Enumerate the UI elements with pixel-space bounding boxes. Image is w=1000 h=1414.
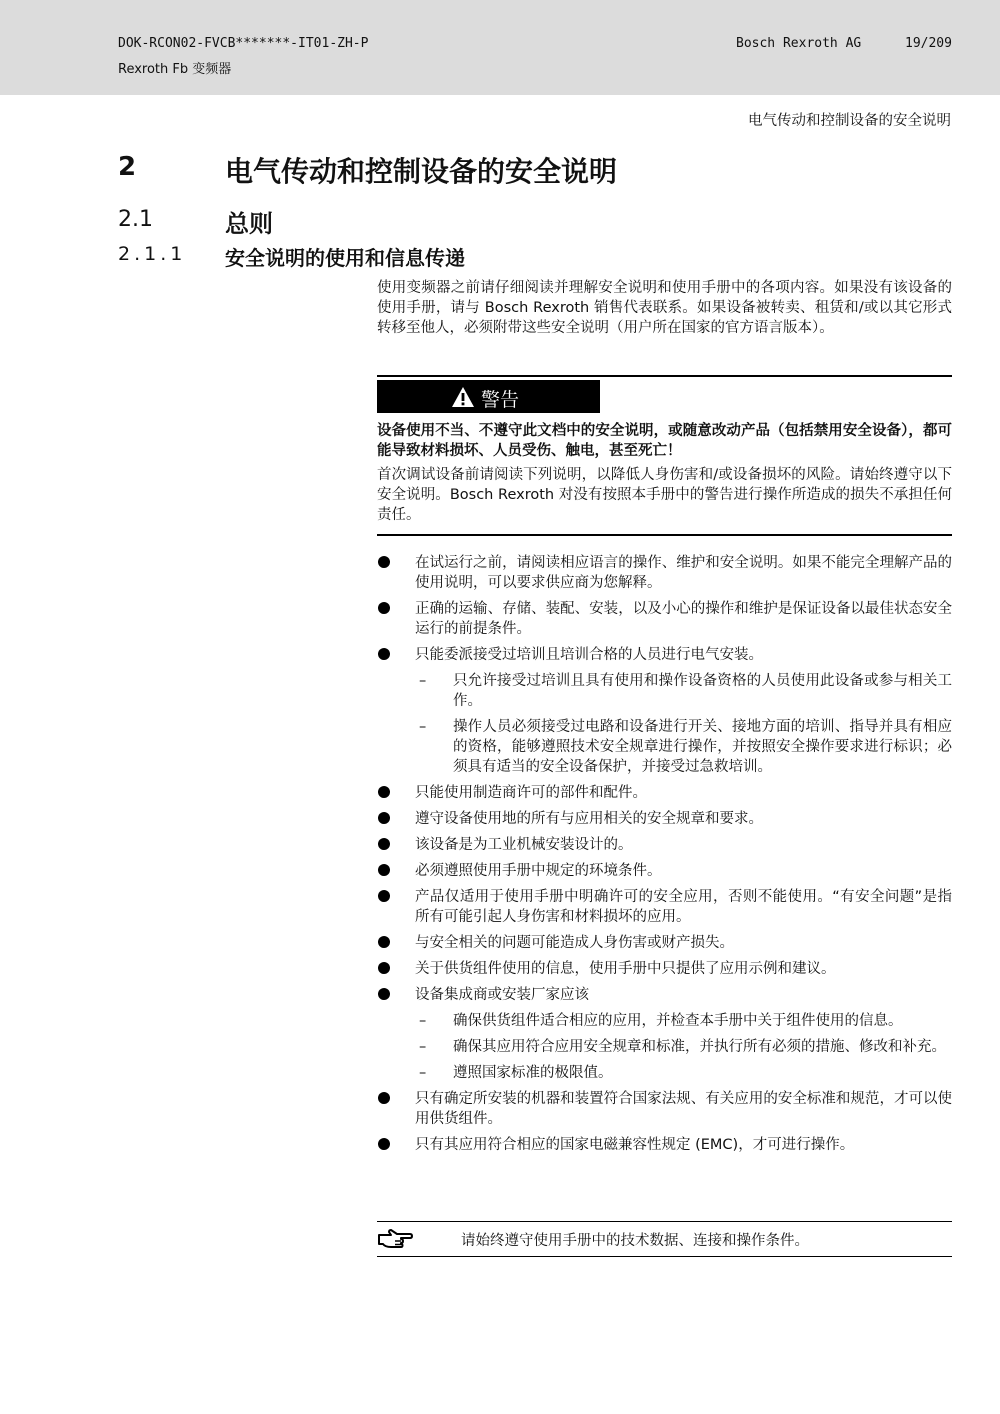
sub-list-item xyxy=(377,1037,952,1057)
list-item xyxy=(377,861,952,881)
bullet-icon xyxy=(378,812,390,824)
warning-text: 首次调试设备前请阅读下列说明，以降低人身伤害和/或设备损坏的风险。请始终遵守以下安全说明。Bosch Rexroth 对没有按照本手册中的警告进行操作所造成的损失不承担任何责任。 xyxy=(377,467,952,523)
list-item-text: 设备集成商或安装厂家应该 xyxy=(415,987,589,1003)
running-head: 电气传动和控制设备的安全说明 xyxy=(748,113,951,129)
list-item-text: 关于供货组件使用的信息，使用手册中只提供了应用示例和建议。 xyxy=(415,961,836,977)
list-item-text: 只允许接受过培训且具有使用和操作设备资格的人员使用此设备或参与相关工作。 xyxy=(453,673,952,709)
warning-banner xyxy=(377,380,600,413)
list-item-text: 在试运行之前，请阅读相应语言的操作、维护和安全说明。如果不能完全理解产品的使用说明，可以要求供应商为您解释。 xyxy=(415,555,952,591)
list-item-text: 只能委派接受过培训且培训合格的人员进行电气安装。 xyxy=(415,647,763,663)
list-item xyxy=(377,809,952,829)
bullet-icon xyxy=(378,864,390,876)
list-item xyxy=(377,645,952,665)
sub-list-item xyxy=(377,1063,952,1083)
list-item-text: 遵照国家标准的极限值。 xyxy=(453,1065,613,1081)
page-number: 19/209 xyxy=(905,36,952,51)
product-name: Rexroth Fb 变频器 xyxy=(118,62,232,77)
bullet-icon xyxy=(378,786,390,798)
list-item-text: 确保其应用符合应用安全规章和标准，并执行所有必须的措施、修改和补充。 xyxy=(453,1039,946,1055)
bullet-icon xyxy=(378,838,390,850)
list-item xyxy=(377,783,952,803)
list-item-text: 正确的运输、存储、装配、安装，以及小心的操作和维护是保证设备以最佳状态安全运行的前提条件。 xyxy=(415,601,952,637)
list-item-text: 遵守设备使用地的所有与应用相关的安全规章和要求。 xyxy=(415,811,763,827)
warning-label: 警告 xyxy=(481,389,520,411)
warning-bold-text: 设备使用不当、不遵守此文档中的安全说明，或随意改动产品（包括禁用安全设备），都可能导致材料损坏、人员受伤、触电，甚至死亡！ xyxy=(377,423,952,459)
bullet-icon xyxy=(378,962,390,974)
bullet-icon xyxy=(378,1138,390,1150)
bullet-icon xyxy=(378,890,390,902)
dash-icon: – xyxy=(419,1039,427,1055)
sub-list-item xyxy=(377,1011,952,1031)
chapter-title: 电气传动和控制设备的安全说明 xyxy=(225,155,618,188)
bullet-icon xyxy=(378,1092,390,1104)
list-item-text: 确保供货组件适合相应的应用，并检查本手册中关于组件使用的信息。 xyxy=(453,1013,903,1029)
dash-icon: – xyxy=(419,719,427,735)
list-item-text: 该设备是为工业机械安装设计的。 xyxy=(415,837,633,853)
safety-list xyxy=(377,553,952,1161)
bullet-icon xyxy=(378,648,390,660)
list-item-text: 与安全相关的问题可能造成人身伤害或财产损失。 xyxy=(415,935,734,951)
note-text: 请始终遵守使用手册中的技术数据、连接和操作条件。 xyxy=(461,1233,809,1249)
warning-triangle-icon xyxy=(451,386,475,408)
list-item xyxy=(377,835,952,855)
list-item xyxy=(377,959,952,979)
company-name: Bosch Rexroth AG xyxy=(736,36,862,51)
dash-icon: – xyxy=(419,1013,427,1029)
pointing-hand-icon xyxy=(377,1229,413,1249)
list-item-text: 只有其应用符合相应的国家电磁兼容性规定 (EMC)，才可进行操作。 xyxy=(415,1137,855,1153)
warning-box xyxy=(377,375,952,536)
dash-icon: – xyxy=(419,1065,427,1081)
bullet-icon xyxy=(378,556,390,568)
intro-paragraph: 使用变频器之前请仔细阅读并理解安全说明和使用手册中的各项内容。如果没有该设备的使用手册，请与 Bosch Rexroth 销售代表联系。如果设备被转卖、租赁和/或以其它形式转移至他人，必须附带这些安全说明（用户所在国家的官方语言版本）。 xyxy=(377,280,952,336)
bullet-icon xyxy=(378,602,390,614)
bullet-icon xyxy=(378,936,390,948)
section-title: 总则 xyxy=(225,210,273,238)
list-item-text: 只能使用制造商许可的部件和配件。 xyxy=(415,785,647,801)
list-item-text: 只有确定所安装的机器和装置符合国家法规、有关应用的安全标准和规范，才可以使用供货组件。 xyxy=(415,1091,952,1127)
list-item xyxy=(377,887,952,927)
list-item xyxy=(377,599,952,639)
list-item xyxy=(377,1135,952,1155)
subsection-title: 安全说明的使用和信息传递 xyxy=(225,246,465,270)
list-item xyxy=(377,553,952,593)
list-item xyxy=(377,1089,952,1129)
list-item-text: 必须遵照使用手册中规定的环境条件。 xyxy=(415,863,662,879)
document-code: DOK-RCON02-FVCB*******-IT01-ZH-P xyxy=(118,36,369,51)
note-box xyxy=(377,1221,952,1257)
page-header xyxy=(0,0,1000,95)
sub-list-item xyxy=(377,671,952,711)
dash-icon: – xyxy=(419,673,427,689)
chapter-number: 2 xyxy=(118,152,137,182)
list-item xyxy=(377,985,952,1005)
bullet-icon xyxy=(378,988,390,1000)
sub-list-item xyxy=(377,717,952,777)
list-item-text: 产品仅适用于使用手册中明确许可的安全应用，否则不能使用。“有安全问题”是指所有可能引起人身伤害和材料损坏的应用。 xyxy=(415,889,952,925)
list-item xyxy=(377,933,952,953)
section-number: 2.1 xyxy=(118,207,153,232)
subsection-number: 2.1.1 xyxy=(118,243,187,265)
list-item-text: 操作人员必须接受过电路和设备进行开关、接地方面的培训、指导并具有相应的资格，能够遵照技术安全规章进行操作，并按照安全操作要求进行标识；必须具有适当的安全设备保护，并接受过急救培训。 xyxy=(453,719,952,775)
